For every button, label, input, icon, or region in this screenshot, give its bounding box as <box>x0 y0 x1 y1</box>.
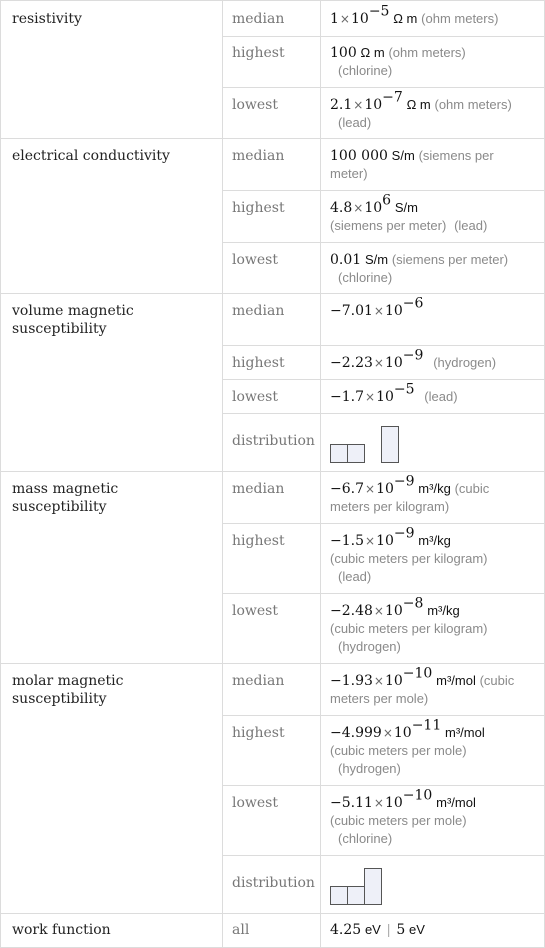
histogram-bar <box>331 445 348 463</box>
resistivity-median-value: $1\times 10^{-5}$ Ω m (ohm meters) <box>330 3 499 27</box>
histogram-bar <box>382 427 399 463</box>
histogram-bar <box>331 887 348 905</box>
stat-all: all <box>232 922 250 938</box>
mass-lowest-value: $-2.48\times 10^{-8}$ m³/kg (cubic meters per kilogram) (hydrogen) <box>330 595 488 654</box>
conductivity-lowest-value: 0.01 S/m (siemens per meter) (chlorine) <box>330 252 509 285</box>
resistivity-lowest-value: $2.1\times 10^{-7}$ Ω m (ohm meters) (lead) <box>330 89 512 130</box>
histogram-bar <box>348 887 365 905</box>
stat-median: median <box>232 148 285 164</box>
molar-lowest-value: $-5.11\times 10^{-10}$ m³/mol (cubic meters per mole) (chlorine) <box>330 787 476 846</box>
histogram-bar <box>365 869 382 905</box>
stat-highest: highest <box>232 725 285 741</box>
volume-highest-value: $-2.23\times 10^{-9}$ (hydrogen) <box>330 347 497 371</box>
stat-highest: highest <box>232 533 285 549</box>
molar-distribution-histogram <box>328 864 400 906</box>
volume-lowest-value: $-1.7\times 10^{-5}$ (lead) <box>330 381 458 405</box>
stat-highest: highest <box>232 355 285 371</box>
stat-median: median <box>232 11 285 27</box>
stat-median: median <box>232 481 285 497</box>
property-label-resistivity: resistivity <box>12 11 82 27</box>
stat-lowest: lowest <box>232 603 278 619</box>
property-label-work-function: work function <box>12 922 111 938</box>
stat-highest: highest <box>232 200 285 216</box>
stat-distribution: distribution <box>232 875 315 891</box>
stat-lowest: lowest <box>232 389 278 405</box>
stat-lowest: lowest <box>232 97 278 113</box>
property-label-electrical-conductivity: electrical conductivity <box>12 148 170 164</box>
stat-highest: highest <box>232 45 285 61</box>
stat-median: median <box>232 673 285 689</box>
property-label-volume-magnetic-susceptibility: volume magnetic susceptibility <box>12 303 134 337</box>
volume-distribution-histogram <box>328 422 400 464</box>
molar-highest-value: $-4.999\times 10^{-11}$ m³/mol (cubic meters per mole) (hydrogen) <box>330 717 485 776</box>
property-label-mass-magnetic-susceptibility: mass magnetic susceptibility <box>12 481 119 515</box>
conductivity-highest-value: $4.8\times 10^6$ S/m (siemens per meter) (lead) <box>330 192 488 233</box>
work-function-value: 4.25 eV | 5 eV <box>330 922 425 938</box>
stat-median: median <box>232 303 285 319</box>
stat-lowest: lowest <box>232 795 278 811</box>
mass-median-value: $-6.7\times 10^{-9}$ m³/kg (cubic meters per kilogram) <box>330 473 490 514</box>
resistivity-highest-value: 100 Ω m (ohm meters) (chlorine) <box>330 45 466 78</box>
stat-lowest: lowest <box>232 252 278 268</box>
conductivity-median-value: 100 000 S/m (siemens per meter) <box>330 148 494 181</box>
molar-median-value: $-1.93\times 10^{-10}$ m³/mol (cubic meters per mole) <box>330 665 515 706</box>
stat-distribution: distribution <box>232 433 315 449</box>
property-label-molar-magnetic-susceptibility: molar magnetic susceptibility <box>12 673 124 707</box>
volume-median-value: $-7.01\times 10^{-6}$ <box>330 295 424 319</box>
mass-highest-value: $-1.5\times 10^{-9}$ m³/kg (cubic meters per kilogram) (lead) <box>330 525 488 584</box>
histogram-bar <box>348 445 365 463</box>
